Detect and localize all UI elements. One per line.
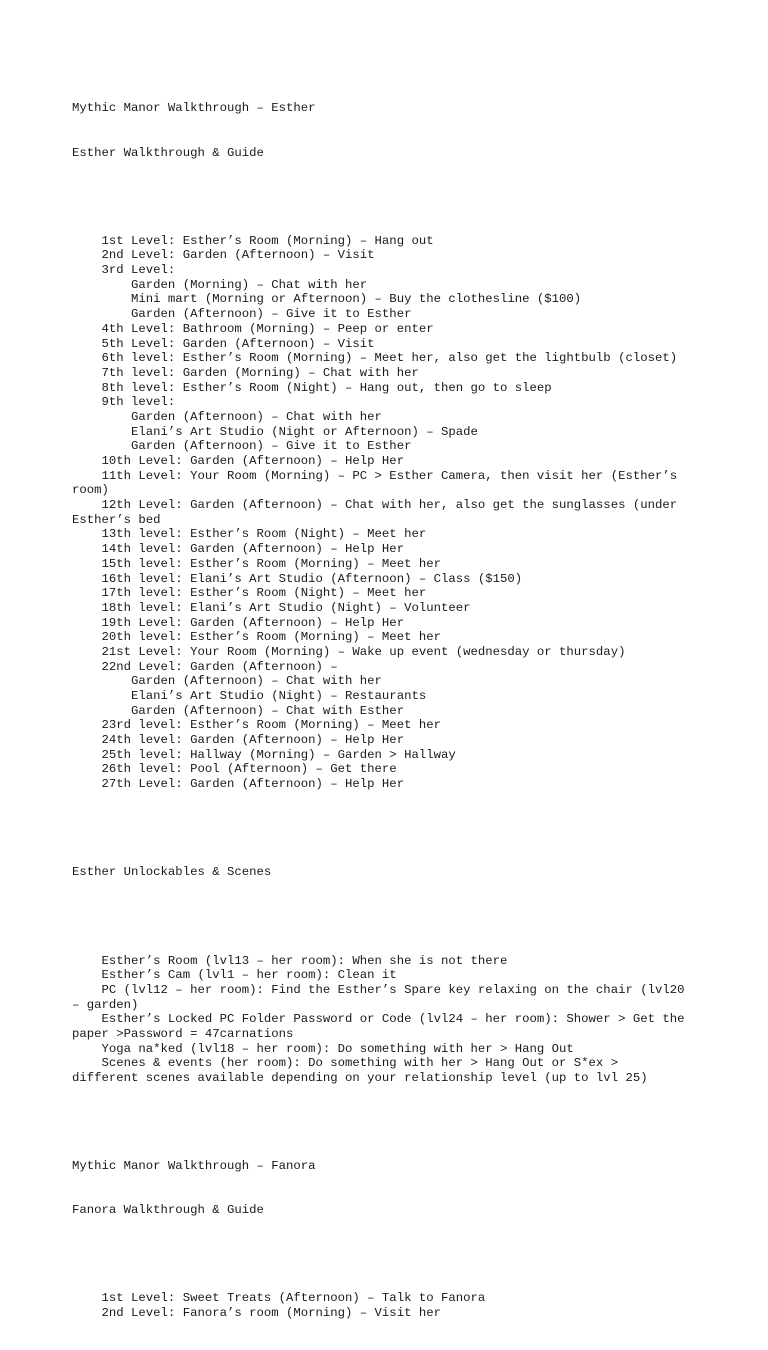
fanora-level-line: 2nd Level: Fanora’s room (Morning) – Visit her xyxy=(72,1306,441,1321)
spacer xyxy=(72,190,702,205)
spacer xyxy=(72,1115,702,1130)
document-body xyxy=(72,72,702,1350)
esther-level-line: Esther’s bed xyxy=(72,512,161,527)
esther-unlockable-line: – garden) xyxy=(72,997,139,1012)
esther-level-line: 14th level: Garden (Afternoon) – Help Her xyxy=(72,542,405,557)
esther-level-line: Mini mart (Morning or Afternoon) – Buy the clothesline ($100) xyxy=(72,292,582,307)
esther-level-line: 22nd Level: Garden (Afternoon) – xyxy=(72,659,338,674)
esther-unlockable-line: Scenes & events (her room): Do something with her > Hang Out or S*ex > xyxy=(72,1056,619,1071)
esther-level-line: 1st Level: Esther’s Room (Morning) – Hang out xyxy=(72,233,434,248)
esther-level-line: 19th Level: Garden (Afternoon) – Help Her xyxy=(72,615,405,630)
esther-unlockable-line: Esther’s Cam (lvl1 – her room): Clean it xyxy=(72,968,397,983)
spacer xyxy=(72,821,702,836)
esther-level-line: Elani’s Art Studio (Night or Afternoon) – Spade xyxy=(72,424,478,439)
esther-unlockable-line: Yoga na*ked (lvl18 – her room): Do something with her > Hang Out xyxy=(72,1041,574,1056)
esther-level-line: 2nd Level: Garden (Afternoon) – Visit xyxy=(72,248,375,263)
esther-level-line: 27th Level: Garden (Afternoon) – Help Her xyxy=(72,777,405,792)
esther-level-line: 9th level: xyxy=(72,395,176,410)
fanora-level-line: 1st Level: Sweet Treats (Afternoon) – Talk to Fanora xyxy=(72,1291,486,1306)
esther-level-line: 7th level: Garden (Morning) – Chat with her xyxy=(72,365,419,380)
spacer xyxy=(72,909,702,924)
esther-level-line: Garden (Afternoon) – Chat with her xyxy=(72,409,382,424)
esther-level-line: 12th Level: Garden (Afternoon) – Chat with her, also get the sunglasses (under xyxy=(72,498,678,513)
esther-level-line: 15th level: Esther’s Room (Morning) – Meet her xyxy=(72,556,441,571)
esther-level-line: 4th Level: Bathroom (Morning) – Peep or enter xyxy=(72,321,434,336)
esther-level-line: 8th level: Esther’s Room (Night) – Hang out, then go to sleep xyxy=(72,380,552,395)
esther-unlockables-list xyxy=(72,954,702,1086)
spacer xyxy=(72,1247,702,1262)
esther-level-line: room) xyxy=(72,483,109,498)
esther-level-line: 5th Level: Garden (Afternoon) – Visit xyxy=(72,336,375,351)
esther-level-line: 3rd Level: xyxy=(72,263,176,278)
fanora-header: Mythic Manor Walkthrough – Fanora xyxy=(72,1159,316,1174)
esther-level-line: Garden (Afternoon) – Give it to Esther xyxy=(72,439,412,454)
esther-level-line: 20th level: Esther’s Room (Morning) – Meet her xyxy=(72,630,441,645)
esther-level-line: 24th level: Garden (Afternoon) – Help Her xyxy=(72,733,405,748)
esther-level-line: 6th level: Esther’s Room (Morning) – Meet her, also get the lightbulb (closet) xyxy=(72,351,678,366)
esther-level-line: 18th level: Elani’s Art Studio (Night) – Volunteer xyxy=(72,600,471,615)
esther-level-line: 25th level: Hallway (Morning) – Garden > Hallway xyxy=(72,747,456,762)
esther-unlockables-title: Esther Unlockables & Scenes xyxy=(72,865,272,880)
esther-guide-title: Esther Walkthrough & Guide xyxy=(72,145,264,160)
esther-level-line: 11th Level: Your Room (Morning) – PC > Esther Camera, then visit her (Esther’s xyxy=(72,468,678,483)
esther-level-line: 23rd level: Esther’s Room (Morning) – Meet her xyxy=(72,718,441,733)
esther-level-line: Garden (Morning) – Chat with her xyxy=(72,277,368,292)
esther-unlockable-line: Esther’s Locked PC Folder Password or Code (lvl24 – her room): Shower > Get the xyxy=(72,1012,685,1027)
esther-header: Mythic Manor Walkthrough – Esther xyxy=(72,101,316,116)
esther-level-line: 17th level: Esther’s Room (Night) – Meet her xyxy=(72,586,427,601)
esther-unlockable-line: Esther’s Room (lvl13 – her room): When she is not there xyxy=(72,953,508,968)
esther-level-line: Garden (Afternoon) – Give it to Esther xyxy=(72,307,412,322)
esther-level-line: 21st Level: Your Room (Morning) – Wake up event (wednesday or thursday) xyxy=(72,644,626,659)
esther-unlockable-line: paper >Password = 47carnations xyxy=(72,1026,294,1041)
esther-levels-list xyxy=(72,234,702,792)
fanora-levels-list xyxy=(72,1291,702,1320)
fanora-guide-title: Fanora Walkthrough & Guide xyxy=(72,1203,264,1218)
esther-level-line: Elani’s Art Studio (Night) – Restaurants xyxy=(72,689,427,703)
esther-level-line: 10th Level: Garden (Afternoon) – Help Her xyxy=(72,454,405,468)
esther-level-line: 26th level: Pool (Afternoon) – Get there xyxy=(72,762,397,777)
esther-unlockable-line: different scenes available depending on your relationship level (up to lvl 25) xyxy=(72,1071,648,1085)
esther-level-line: 16th level: Elani’s Art Studio (Afternoon) – Class ($150) xyxy=(72,571,523,586)
esther-level-line: Garden (Afternoon) – Chat with Esther xyxy=(72,703,405,718)
esther-unlockable-line: PC (lvl12 – her room): Find the Esther’s Spare key relaxing on the chair (lvl20 xyxy=(72,982,685,997)
esther-level-line: 13th level: Esther’s Room (Night) – Meet her xyxy=(72,527,427,542)
esther-level-line: Garden (Afternoon) – Chat with her xyxy=(72,674,382,689)
